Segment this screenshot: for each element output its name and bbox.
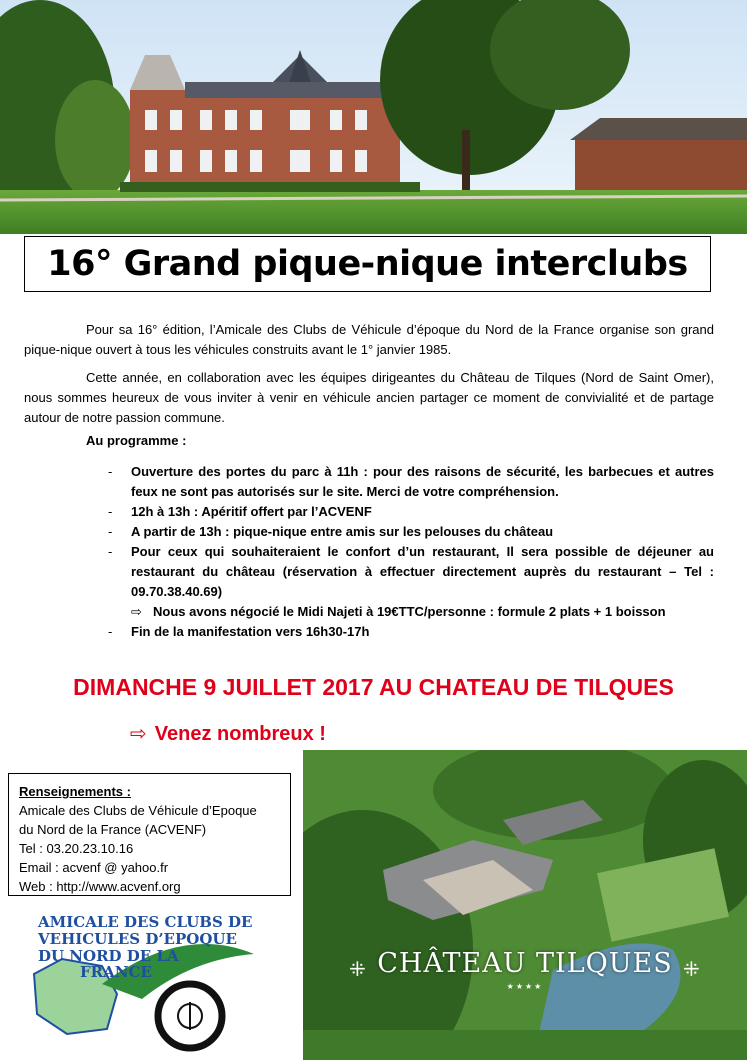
club-logo-line: AMICALE DES CLUBS DE [38, 913, 253, 931]
chateau-logo-name: CHÂTEAU TILQUES [377, 948, 673, 979]
programme-item [108, 522, 714, 542]
ornament-right-icon: ⁜ [683, 957, 700, 981]
club-logo-line: FRANCE [80, 963, 152, 981]
contact-email: Email : acvenf @ yahoo.fr [19, 860, 169, 875]
programme-list [108, 462, 714, 642]
contact-info-box [8, 773, 291, 896]
chateau-logo-stars: ★★★★ [506, 982, 544, 991]
title-box [24, 236, 711, 292]
club-logo [22, 904, 262, 1054]
call-to-action [130, 721, 326, 746]
call-to-action-text: Venez nombreux ! [154, 723, 326, 745]
intro-paragraph-1-text: Pour sa 16° édition, l’Amicale des Clubs de Véhicule d’époque du Nord de la France organise son grand pique-nique ouvert à tous les véhicules construits avant le 1° janvier 1985. [24, 322, 714, 357]
contact-line: du Nord de la France (ACVENF) [19, 822, 207, 837]
arrow-right-icon: ⇨ [131, 604, 142, 619]
programme-item [108, 622, 714, 642]
programme-item-text: Fin de la manifestation vers 16h30-17h [131, 624, 370, 639]
bullet: - [108, 544, 113, 559]
intro-paragraph-1 [24, 320, 714, 360]
programme-item [108, 542, 714, 622]
programme-item-text: Pour ceux qui souhaiteraient le confort d’un restaurant, Il sera possible de déjeuner au restaurant du château (réservation à effectuer directement auprès du restaurant – Tel : 09.70.38.40.69) [131, 544, 714, 599]
contact-phone: Tel : 03.20.23.10.16 [19, 841, 134, 856]
programme-item-text: A partir de 13h : pique-nique entre amis sur les pelouses du château [131, 524, 554, 539]
bullet: - [108, 504, 113, 519]
programme-title: Au programme : [86, 433, 187, 448]
programme-item [108, 502, 714, 522]
chateau-photo [0, 0, 747, 234]
club-logo-line: DU NORD DE LA [38, 947, 179, 965]
intro-paragraph-2 [24, 368, 714, 428]
programme-item [108, 462, 714, 502]
event-date: DIMANCHE 9 JUILLET 2017 AU CHATEAU DE TILQUES [73, 674, 674, 700]
page-title: 16° Grand pique-nique interclubs [47, 244, 688, 284]
programme-item-text: Ouverture des portes du parc à 11h : pour des raisons de sécurité, les barbecues et autres feux ne sont pas autorisés sur le site. Merci de votre compréhension. [131, 464, 714, 499]
bullet: - [108, 464, 113, 479]
arrow-right-icon: ⇨ [130, 723, 147, 745]
ornament-left-icon: ⁜ [349, 957, 366, 981]
programme-sub-item-text: Nous avons négocié le Midi Najeti à 19€TTC/personne : formule 2 plats + 1 boisson [153, 604, 666, 619]
intro-paragraph-2-text: Cette année, en collaboration avec les équipes dirigeantes du Château de Tilques (Nord de Saint Omer), nous sommes heureux de vous inviter à venir en véhicule ancien partager ce moment de convivialité et de partage autour de notre passion commune. [24, 370, 714, 425]
club-logo-line: VEHICULES D’EPOQUE [38, 930, 237, 948]
bullet: - [108, 524, 113, 539]
contact-line: Amicale des Clubs de Véhicule d’Epoque [19, 803, 257, 818]
chateau-aerial-photo [303, 750, 747, 1060]
contact-heading: Renseignements : [19, 784, 131, 799]
bullet: - [108, 624, 113, 639]
programme-sub-item [131, 602, 714, 622]
programme-item-text: 12h à 13h : Apéritif offert par l’ACVENF [131, 504, 372, 519]
contact-web: Web : http://www.acvenf.org [19, 879, 181, 894]
